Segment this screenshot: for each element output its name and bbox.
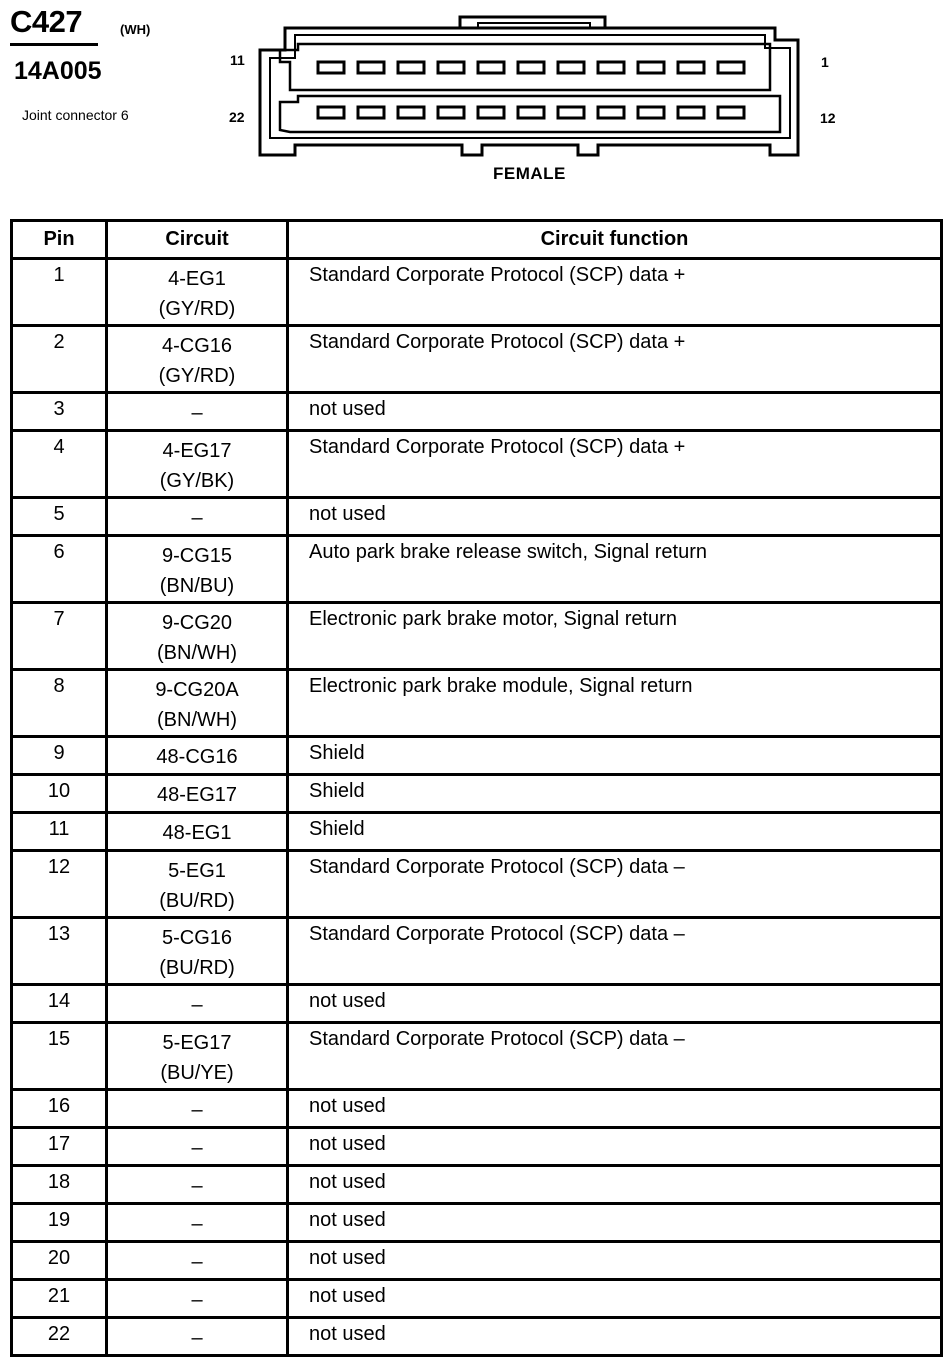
pin-label-bottom-right: 12 bbox=[820, 110, 836, 126]
table-row bbox=[12, 1166, 942, 1204]
pin-cell: 20 bbox=[12, 1242, 107, 1280]
pin-cell: 21 bbox=[12, 1280, 107, 1318]
table-row bbox=[12, 851, 942, 918]
function-cell: not used bbox=[288, 1166, 942, 1204]
function-cell: Electronic park brake module, Signal return bbox=[288, 670, 942, 737]
pin-cell: 22 bbox=[12, 1318, 107, 1356]
table-row bbox=[12, 259, 942, 326]
table-row bbox=[12, 985, 942, 1023]
table-row bbox=[12, 1023, 942, 1090]
wire-color: (BN/WH) bbox=[157, 642, 237, 664]
circuit-cell: – bbox=[107, 393, 288, 431]
pin-label-bottom-left: 22 bbox=[229, 109, 245, 125]
table-row bbox=[12, 498, 942, 536]
circuit-id: 5-EG1 bbox=[168, 860, 226, 882]
circuit-cell: 48-EG17 bbox=[107, 775, 288, 813]
function-cell: not used bbox=[288, 498, 942, 536]
pin-cell: 2 bbox=[12, 326, 107, 393]
pin-cell: 14 bbox=[12, 985, 107, 1023]
pin-table bbox=[10, 219, 943, 1357]
wire-color: (GY/RD) bbox=[158, 298, 236, 320]
function-cell: Standard Corporate Protocol (SCP) data – bbox=[288, 918, 942, 985]
pin-cell: 17 bbox=[12, 1128, 107, 1166]
function-cell: not used bbox=[288, 1318, 942, 1356]
function-cell: not used bbox=[288, 393, 942, 431]
table-row bbox=[12, 670, 942, 737]
circuit-cell bbox=[107, 431, 288, 498]
circuit-cell: – bbox=[107, 1242, 288, 1280]
part-number: 14A005 bbox=[14, 57, 102, 85]
function-cell: not used bbox=[288, 1090, 942, 1128]
circuit-id: 5-CG16 bbox=[161, 927, 233, 949]
connector-description: Joint connector 6 bbox=[22, 107, 129, 123]
circuit-cell: – bbox=[107, 1204, 288, 1242]
function-cell: Standard Corporate Protocol (SCP) data + bbox=[288, 326, 942, 393]
connector-color: (WH) bbox=[120, 22, 151, 37]
circuit-cell: – bbox=[107, 498, 288, 536]
connector-code-underline bbox=[10, 43, 98, 46]
function-cell: Standard Corporate Protocol (SCP) data – bbox=[288, 851, 942, 918]
pin-cell: 19 bbox=[12, 1204, 107, 1242]
pin-cell: 1 bbox=[12, 259, 107, 326]
function-cell: not used bbox=[288, 1128, 942, 1166]
function-cell: Shield bbox=[288, 813, 942, 851]
function-cell: not used bbox=[288, 1280, 942, 1318]
table-header-row bbox=[12, 221, 942, 259]
function-cell: not used bbox=[288, 1242, 942, 1280]
circuit-cell: – bbox=[107, 1280, 288, 1318]
wire-color: (GY/RD) bbox=[158, 365, 236, 387]
pin-cell: 9 bbox=[12, 737, 107, 775]
pin-cell: 6 bbox=[12, 536, 107, 603]
pin-cell: 3 bbox=[12, 393, 107, 431]
table-row bbox=[12, 918, 942, 985]
circuit-cell bbox=[107, 536, 288, 603]
table-row bbox=[12, 536, 942, 603]
circuit-cell bbox=[107, 326, 288, 393]
wire-color: (BU/YE) bbox=[160, 1062, 234, 1084]
pin-cell: 5 bbox=[12, 498, 107, 536]
function-cell: Shield bbox=[288, 737, 942, 775]
connector-code: C427 bbox=[10, 4, 83, 39]
circuit-cell: – bbox=[107, 1166, 288, 1204]
pin-cell: 12 bbox=[12, 851, 107, 918]
table-row bbox=[12, 326, 942, 393]
pin-label-top-left: 11 bbox=[230, 52, 245, 68]
circuit-id: 9-CG20 bbox=[161, 612, 233, 634]
pin-cell: 4 bbox=[12, 431, 107, 498]
table-row bbox=[12, 813, 942, 851]
pin-cell: 13 bbox=[12, 918, 107, 985]
circuit-id: 5-EG17 bbox=[162, 1032, 232, 1054]
table-row bbox=[12, 1090, 942, 1128]
circuit-id: 4-EG1 bbox=[168, 268, 226, 290]
circuit-cell bbox=[107, 1023, 288, 1090]
function-cell: not used bbox=[288, 1204, 942, 1242]
circuit-cell bbox=[107, 918, 288, 985]
pin-cell: 11 bbox=[12, 813, 107, 851]
pin-cell: 10 bbox=[12, 775, 107, 813]
circuit-id: 4-EG17 bbox=[162, 440, 232, 462]
circuit-cell bbox=[107, 670, 288, 737]
function-cell: Standard Corporate Protocol (SCP) data – bbox=[288, 1023, 942, 1090]
table-row bbox=[12, 1204, 942, 1242]
pin-cell: 16 bbox=[12, 1090, 107, 1128]
circuit-cell: – bbox=[107, 985, 288, 1023]
wire-color: (BN/WH) bbox=[157, 709, 237, 731]
table-row bbox=[12, 1280, 942, 1318]
function-cell: Auto park brake release switch, Signal return bbox=[288, 536, 942, 603]
circuit-cell: – bbox=[107, 1090, 288, 1128]
pin-cell: 15 bbox=[12, 1023, 107, 1090]
table-row bbox=[12, 603, 942, 670]
circuit-cell bbox=[107, 851, 288, 918]
function-cell: Standard Corporate Protocol (SCP) data + bbox=[288, 259, 942, 326]
circuit-cell: 48-EG1 bbox=[107, 813, 288, 851]
function-cell: Shield bbox=[288, 775, 942, 813]
circuit-cell: – bbox=[107, 1318, 288, 1356]
connector-face-diagram bbox=[250, 10, 820, 165]
pin-cell: 7 bbox=[12, 603, 107, 670]
wire-color: (BU/RD) bbox=[159, 890, 235, 912]
table-row bbox=[12, 393, 942, 431]
connector-gender-label: FEMALE bbox=[493, 164, 566, 183]
circuit-id: 9-CG20A bbox=[155, 679, 239, 701]
table-row bbox=[12, 431, 942, 498]
table-row bbox=[12, 775, 942, 813]
wire-color: (BN/BU) bbox=[159, 575, 235, 597]
table-row bbox=[12, 1242, 942, 1280]
circuit-id: 4-CG16 bbox=[161, 335, 233, 357]
wire-color: (BU/RD) bbox=[159, 957, 235, 979]
wire-color: (GY/BK) bbox=[159, 470, 235, 492]
circuit-cell: 48-CG16 bbox=[107, 737, 288, 775]
pin-cell: 8 bbox=[12, 670, 107, 737]
header-circuit-function: Circuit function bbox=[288, 221, 942, 259]
function-cell: not used bbox=[288, 985, 942, 1023]
table-row bbox=[12, 737, 942, 775]
circuit-cell: – bbox=[107, 1128, 288, 1166]
circuit-cell bbox=[107, 603, 288, 670]
circuit-cell bbox=[107, 259, 288, 326]
circuit-id: 9-CG15 bbox=[161, 545, 233, 567]
function-cell: Standard Corporate Protocol (SCP) data + bbox=[288, 431, 942, 498]
pin-label-top-right: 1 bbox=[821, 54, 829, 70]
header-pin: Pin bbox=[12, 221, 107, 259]
function-cell: Electronic park brake motor, Signal return bbox=[288, 603, 942, 670]
pin-cell: 18 bbox=[12, 1166, 107, 1204]
table-row bbox=[12, 1318, 942, 1356]
header-circuit: Circuit bbox=[107, 221, 288, 259]
table-row bbox=[12, 1128, 942, 1166]
